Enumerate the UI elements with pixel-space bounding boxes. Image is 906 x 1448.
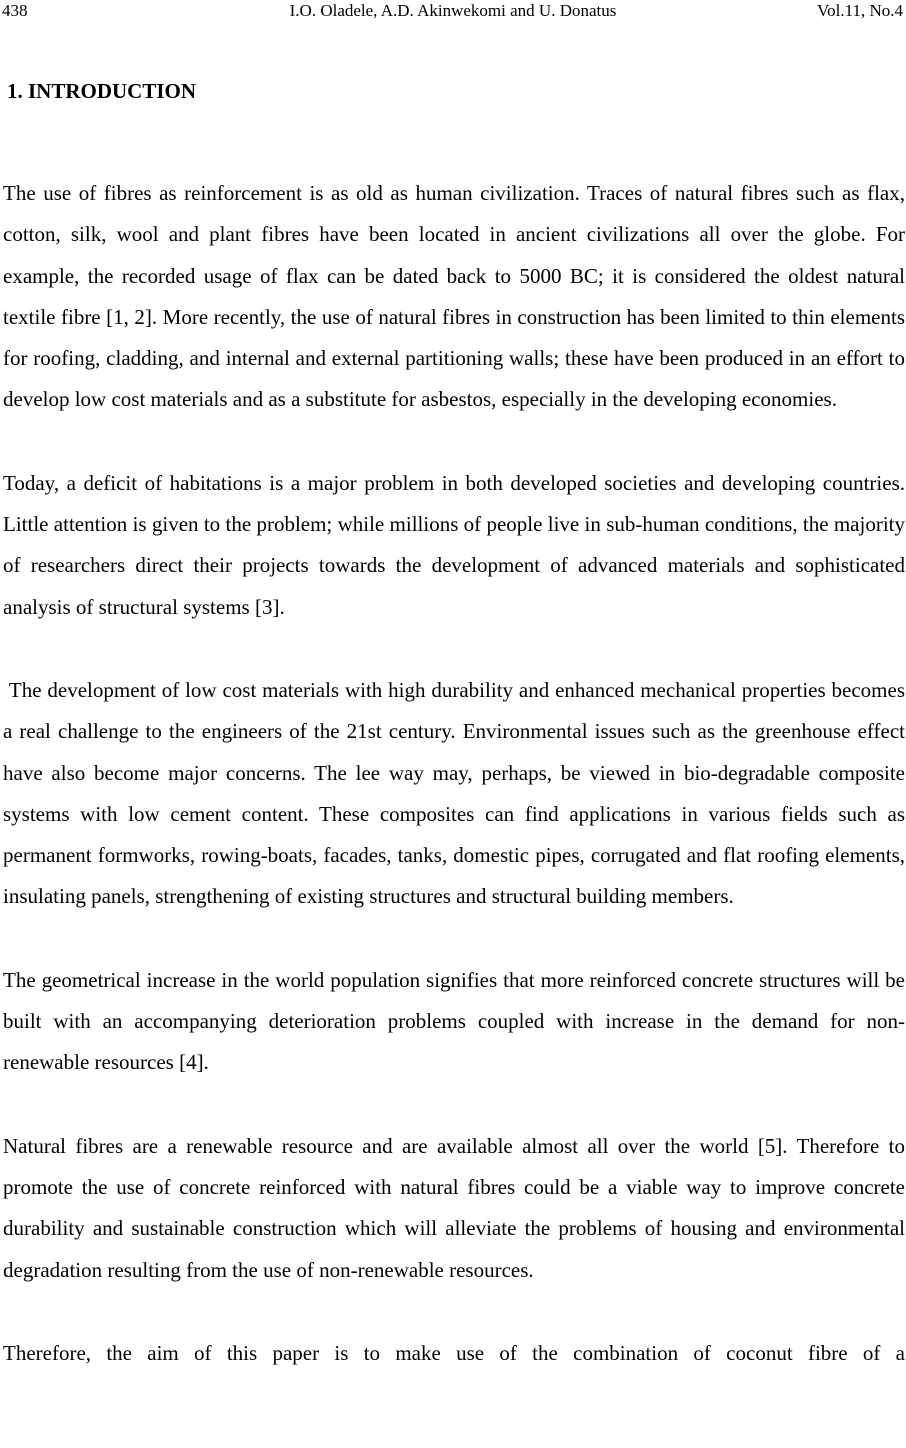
section-heading: 1. INTRODUCTION xyxy=(7,79,197,103)
paragraph-1: The use of fibres as reinforcement is as old as human civilization. Traces of natural fibres such as flax, cotton, silk, wool and plant fibres have been located in ancient civilizations all over the globe. For example, the recorded usage of flax can be dated back to 5000 BC; it is considered the oldest natural textile fibre [1, 2]. More recently, the use of natural fibres in construction has been limited to thin elements for roofing, cladding, and internal and external partitioning walls; these have been produced in an effort to develop low cost materials and as a substitute for asbestos, especially in the developing economies. xyxy=(3,181,905,412)
paragraph-6: Therefore, the aim of this paper is to make use of the combination of coconut fibre of a xyxy=(3,1340,905,1365)
paragraph-2: Today, a deficit of habitations is a major problem in both developed societies and developing countries. Little attention is given to the problem; while millions of people live in sub-human conditions, the majority of researchers direct their projects towards the development of advanced materials and sophisticated analysis of structural systems [3]. xyxy=(3,470,905,619)
paragraph-5: Natural fibres are a renewable resource and are available almost all over the world [5]. Therefore to promote the use of concrete reinforced with natural fibres could be a viable way to improve concrete durability and sustainable construction which will alleviate the problems of housing and environmental degradation resulting from the use of non-renewable resources. xyxy=(3,1133,905,1282)
header-volume: Vol.11, No.4 xyxy=(817,1,903,20)
running-header xyxy=(0,0,906,24)
page-number: 438 xyxy=(2,1,28,20)
header-authors: I.O. Oladele, A.D. Akinwekomi and U. Donatus xyxy=(289,1,617,20)
paragraph-3: The development of low cost materials with high durability and enhanced mechanical properties becomes a real challenge to the engineers of the 21st century. Environmental issues such as the greenhouse effect have also become major concerns. The lee way may, perhaps, be viewed in bio-degradable composite systems with low cement content. These composites can find applications in various fields such as permanent formworks, rowing-boats, facades, tanks, domestic pipes, corrugated and flat roofing elements, insulating panels, strengthening of existing structures and structural building members. xyxy=(3,677,906,909)
paragraph-4: The geometrical increase in the world population signifies that more reinforced concrete structures will be built with an accompanying deterioration problems coupled with increase in the demand for non-renewable resources [4]. xyxy=(3,967,905,1075)
body-text xyxy=(3,173,905,1374)
